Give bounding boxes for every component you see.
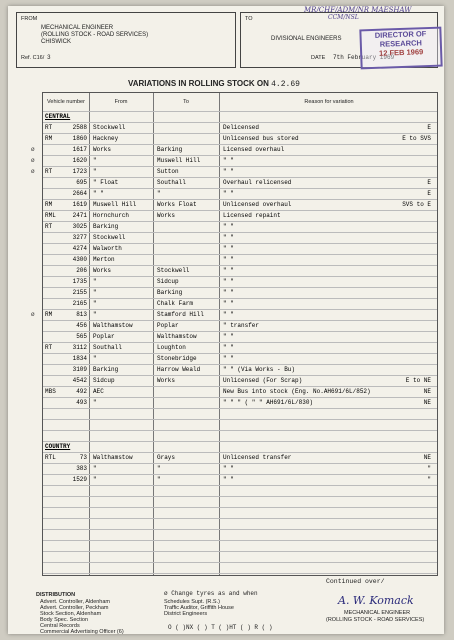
from-cell: " ": [93, 190, 104, 197]
to-cell: Stamford Hill: [157, 311, 204, 318]
distribution-right-3: District Engineers: [164, 611, 208, 617]
vehicle-number: 2165: [72, 300, 87, 307]
table-row: [43, 276, 437, 287]
vehicle-number: 3112: [72, 344, 87, 351]
col-head-vehicle: Vehicle number: [47, 99, 85, 105]
table-row: [43, 342, 437, 353]
to-cell: Southall: [157, 179, 186, 186]
table-row: [43, 122, 437, 133]
table-row: [43, 452, 437, 463]
table-row: [43, 419, 437, 430]
from-cell: Walthamstow: [93, 454, 133, 461]
to-value: DIVISIONAL ENGINEERS: [271, 36, 342, 42]
reason-cell: Unlicensed overhaul: [223, 201, 292, 208]
vehicle-number: 2471: [72, 212, 87, 219]
distribution-left-3: Stock Section, Aldenham: [40, 611, 102, 617]
reason-cell: " ": [223, 333, 234, 340]
reason-cell: " ": [223, 344, 234, 351]
reason-cell: " ": [223, 300, 234, 307]
vehicle-number: 565: [76, 333, 87, 340]
vehicle-number: 206: [76, 267, 87, 274]
distribution-title: DISTRIBUTION: [36, 592, 76, 598]
received-stamp: [359, 27, 442, 70]
from-line-2: (ROLLING STOCK - ROAD SERVICES): [41, 32, 149, 38]
sign-title-1: MECHANICAL ENGINEER: [344, 610, 411, 616]
reason-cell: " ": [223, 476, 234, 483]
table-row: [43, 199, 437, 210]
reason-suffix: NE: [423, 399, 431, 406]
routing-codes: O ( )NX ( ) T ( )HT ( ) R ( ): [168, 624, 273, 631]
from-cell: Poplar: [93, 333, 115, 340]
vehicle-number: 1619: [72, 201, 87, 208]
to-cell: Harrow Weald: [157, 366, 201, 373]
vehicle-class: RML: [45, 212, 56, 219]
table-row: [43, 177, 437, 188]
reason-cell: " ": [223, 157, 234, 164]
vehicle-class: RT: [45, 124, 53, 131]
vehicle-number: 493: [76, 399, 87, 406]
reason-cell: " ": [223, 256, 234, 263]
reason-cell: Licensed overhaul: [223, 146, 285, 153]
table-row: [31, 155, 437, 166]
reason-suffix: ": [427, 465, 431, 472]
reason-suffix: SVS to E: [402, 201, 431, 208]
table-row: [43, 331, 437, 342]
from-cell: Works: [93, 146, 112, 153]
vehicle-class: RM: [45, 135, 53, 142]
signature: A. W. Komack: [338, 594, 414, 607]
table-row: [43, 540, 437, 551]
table-row: [43, 430, 437, 441]
reason-suffix: E: [427, 190, 431, 197]
from-cell: " Float: [93, 179, 119, 186]
table-row: [43, 265, 437, 276]
stamp-line-3: 12 FEB 1969: [378, 47, 424, 58]
table-row: [43, 221, 437, 232]
vehicle-number: 813: [76, 311, 87, 318]
vehicle-class: RT: [45, 223, 53, 230]
table-row: [43, 254, 437, 265]
table-row: [43, 287, 437, 298]
from-cell: ": [93, 399, 97, 406]
distribution-left-1: Advert. Controller, Aldenham: [40, 599, 111, 605]
section-label: COUNTRY: [45, 443, 71, 450]
distribution-left-2: Advert. Controller, Peckham: [40, 605, 109, 611]
stamp-line-1: DIRECTOR OF: [374, 29, 427, 40]
reason-cell: " " " ( " " AH691/6L/830): [223, 399, 314, 406]
table-row: [43, 507, 437, 518]
vehicle-number: 492: [76, 388, 87, 395]
title-date: 4.2.69: [271, 80, 300, 89]
table-row: [43, 210, 437, 221]
from-cell: AEC: [93, 388, 104, 395]
to-cell: Sidcup: [157, 278, 179, 285]
from-cell: Hackney: [93, 135, 119, 142]
row-mark: ø: [31, 146, 35, 153]
stamp-line-2: RESEARCH: [379, 38, 423, 49]
table-row: [43, 188, 437, 199]
reason-cell: Licensed repaint: [223, 212, 281, 219]
to-cell: Grays: [157, 454, 176, 461]
to-cell: ": [157, 476, 161, 483]
col-head-to: To: [183, 99, 189, 105]
to-cell: Chalk Farm: [157, 300, 194, 307]
vehicle-number: 383: [76, 465, 87, 472]
table-row: [43, 529, 437, 540]
from-cell: Walthamstow: [93, 322, 133, 329]
vehicle-number: 3025: [72, 223, 87, 230]
from-cell: Sidcup: [93, 377, 115, 384]
vehicle-number: 3109: [72, 366, 87, 373]
table-row: [31, 144, 437, 155]
vehicle-number: 695: [76, 179, 87, 186]
vehicle-class: RT: [45, 344, 53, 351]
to-cell: ": [157, 465, 161, 472]
reason-cell: " ": [223, 234, 234, 241]
reason-cell: New Bus into stock (Eng. No.AH691/6L/852): [223, 388, 371, 395]
section-label: CENTRAL: [45, 113, 71, 120]
table-row: [31, 166, 437, 177]
reason-cell: Unlicensed bus stored: [223, 135, 299, 142]
to-cell: Barking: [157, 289, 183, 296]
handwritten-routing: MR/CHF/ADM/NR MAESHAW: [304, 6, 412, 14]
vehicle-class: MBS: [45, 388, 56, 395]
vehicle-number: 2664: [72, 190, 87, 197]
reason-cell: " ": [223, 267, 234, 274]
from-cell: ": [93, 465, 97, 472]
table-row: [43, 397, 437, 408]
table-row: [43, 375, 437, 386]
table-row: [31, 309, 437, 320]
variations-table: [31, 92, 438, 576]
vehicle-number: 3277: [72, 234, 87, 241]
table-row: [43, 408, 437, 419]
ref-value: 3: [47, 54, 51, 61]
table-row: [43, 298, 437, 309]
reason-cell: " " (Via Works - Bu): [223, 366, 296, 373]
from-cell: ": [93, 355, 97, 362]
table-rows: [31, 111, 437, 584]
vehicle-number: 2588: [72, 124, 87, 131]
reason-cell: " ": [223, 245, 234, 252]
distribution-left-4: Body Spec. Section: [40, 617, 89, 623]
from-line-3: CHISWICK: [41, 39, 71, 45]
from-cell: Hornchurch: [93, 212, 130, 219]
from-cell: ": [93, 476, 97, 483]
reason-cell: " ": [223, 190, 234, 197]
table-row: [43, 320, 437, 331]
reason-cell: " ": [223, 311, 234, 318]
from-cell: Stockwell: [93, 234, 126, 241]
to-cell: Works: [157, 377, 176, 384]
to-cell: Muswell Hill: [157, 157, 201, 164]
table-row: [43, 551, 437, 562]
table-row: [43, 232, 437, 243]
reason-suffix: NE: [423, 454, 431, 461]
table-row: [43, 485, 437, 496]
continued-note: Continued over/: [326, 578, 385, 585]
row-mark: ø: [31, 311, 35, 318]
from-cell: ": [93, 300, 97, 307]
from-cell: Muswell Hill: [93, 201, 137, 208]
table-row: [43, 463, 437, 474]
to-cell: Loughton: [157, 344, 186, 351]
vehicle-class: RM: [45, 311, 53, 318]
table-row: [43, 518, 437, 529]
to-cell: Stockwell: [157, 267, 190, 274]
vehicle-number: 1620: [72, 157, 87, 164]
vehicle-number: 1529: [72, 476, 87, 483]
from-cell: ": [93, 289, 97, 296]
to-label: TO: [245, 16, 253, 22]
reason-cell: Unlicensed (For Scrap): [223, 377, 303, 384]
distribution-right: [164, 599, 234, 617]
from-line-1: MECHANICAL ENGINEER: [41, 25, 114, 31]
reason-cell: " ": [223, 168, 234, 175]
to-cell: Sutton: [157, 168, 179, 175]
from-box: [16, 12, 236, 68]
from-cell: Barking: [93, 223, 119, 230]
reason-suffix: NE: [423, 388, 431, 395]
table-row: [43, 474, 437, 485]
vehicle-number: 1860: [72, 135, 87, 142]
document-sheet: [8, 6, 444, 634]
from-cell: Walworth: [93, 245, 122, 252]
to-cell: Works: [157, 212, 176, 219]
vehicle-number: 1834: [72, 355, 87, 362]
date-label: DATE: [311, 55, 326, 61]
table-row: [43, 386, 437, 397]
vehicle-class: RTL: [45, 454, 56, 461]
from-cell: ": [93, 157, 97, 164]
col-head-reason: Reason for variation: [304, 99, 354, 105]
document-title: [128, 79, 300, 89]
vehicle-class: RM: [45, 201, 53, 208]
reason-cell: " ": [223, 223, 234, 230]
date-value: 7th February 1969: [333, 54, 395, 61]
vehicle-number: 1617: [72, 146, 87, 153]
from-cell: Southall: [93, 344, 122, 351]
reason-cell: " ": [223, 278, 234, 285]
reason-suffix: E: [427, 179, 431, 186]
handwritten-routing-sub: CCM/NSL: [328, 14, 359, 21]
reason-suffix: ": [427, 476, 431, 483]
reason-cell: " ": [223, 355, 234, 362]
tyre-note: ø Change tyres as and when: [164, 590, 258, 597]
table-row: [43, 243, 437, 254]
from-label: FROM: [21, 16, 38, 22]
table-row: [43, 562, 437, 573]
reason-suffix: E to SVS: [402, 135, 431, 142]
table-row: [43, 111, 437, 122]
reason-cell: Overhaul relicensed: [223, 179, 292, 186]
col-head-from: From: [114, 99, 128, 105]
vehicle-number: 4542: [72, 377, 87, 384]
to-cell: Poplar: [157, 322, 179, 329]
vehicle-number: 2155: [72, 289, 87, 296]
distribution-left-6: Commercial Advertising Officer (6): [40, 629, 124, 634]
reason-cell: " ": [223, 465, 234, 472]
from-cell: Stockwell: [93, 124, 126, 131]
distribution-right-1: Schedules Supt. (R.S.): [164, 599, 220, 605]
title-prefix: VARIATIONS IN ROLLING STOCK ON: [128, 79, 269, 88]
to-cell: Walthamstow: [157, 333, 197, 340]
distribution-left-5: Central Records: [40, 623, 80, 629]
from-cell: ": [93, 278, 97, 285]
vehicle-number: 1723: [72, 168, 87, 175]
vehicle-number: 456: [76, 322, 87, 329]
from-cell: ": [93, 311, 97, 318]
to-cell: Works Float: [157, 201, 197, 208]
from-cell: ": [93, 168, 97, 175]
vehicle-number: 73: [79, 454, 87, 461]
row-mark: ø: [31, 157, 35, 164]
table-row: [43, 353, 437, 364]
reason-cell: Unlicensed transfer: [223, 454, 292, 461]
vehicle-number: 1735: [72, 278, 87, 285]
row-mark: ø: [31, 168, 35, 175]
table-row: [43, 441, 437, 452]
table-row: [43, 133, 437, 144]
to-cell: Stonebridge: [157, 355, 197, 362]
reason-cell: " transfer: [223, 322, 260, 329]
reason-suffix: E to NE: [405, 377, 431, 384]
reason-cell: " ": [223, 289, 234, 296]
from-cell: Barking: [93, 366, 119, 373]
reason-suffix: E: [427, 124, 431, 131]
to-cell: Barking: [157, 146, 183, 153]
table-row: [43, 364, 437, 375]
distribution-right-2: Traffic Auditor, Griffith House: [164, 605, 234, 611]
to-cell: ": [157, 190, 161, 197]
from-cell: Works: [93, 267, 112, 274]
vehicle-number: 4300: [72, 256, 87, 263]
distribution-left: [40, 599, 124, 634]
from-cell: Merton: [93, 256, 115, 263]
vehicle-class: RT: [45, 168, 53, 175]
vehicle-number: 4274: [72, 245, 87, 252]
reason-cell: Delicensed: [223, 124, 260, 131]
table-row: [43, 496, 437, 507]
ref-label: Ref. C16/: [21, 55, 45, 61]
sign-title-2: (ROLLING STOCK - ROAD SERVICES): [326, 617, 425, 623]
